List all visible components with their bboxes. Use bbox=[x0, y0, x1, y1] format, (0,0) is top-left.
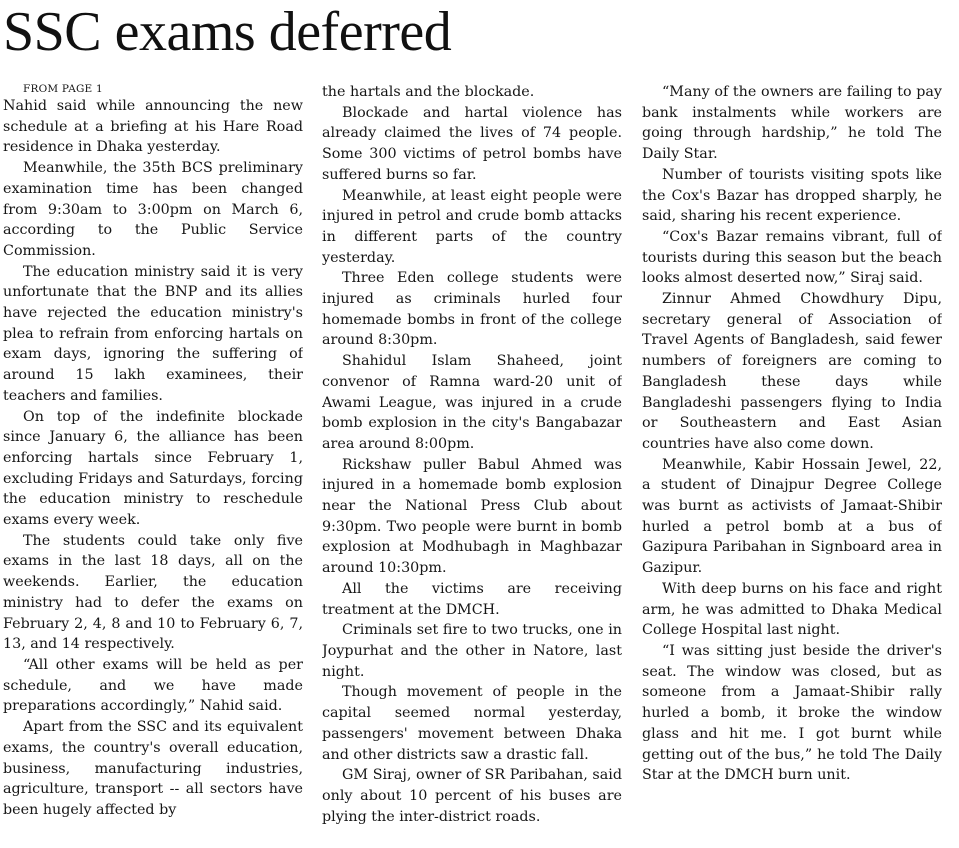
paragraph: All the victims are receiving treatment at the DMCH. bbox=[322, 580, 622, 618]
paragraph: Shahidul Islam Shaheed, joint convenor of Ramna ward-20 unit of Awami League, was injured in a crude bomb explosion in the city's Bangabazar area around 8:00pm. bbox=[322, 353, 622, 452]
paragraph: “I was sitting just beside the driver's seat. The window was closed, but as someone from a Jamaat-Shibir rally hurled a bomb, it broke the window glass and hit me. I got burnt while getting out of the bus,” he told The Daily Star at the DMCH burn unit. bbox=[642, 642, 942, 784]
paragraph: On top of the indefinite blockade since January 6, the alliance has been enforcing hartals since February 1, excluding Fridays and Saturdays, forcing the education ministry to reschedule exams every week. bbox=[3, 408, 303, 529]
paragraph: Criminals set fire to two trucks, one in Joypurhat and the other in Natore, last night. bbox=[322, 622, 622, 680]
paragraph: Blockade and hartal violence has already claimed the lives of 74 people. Some 300 victims of petrol bombs have suffered burns so far. bbox=[322, 104, 622, 183]
paragraph: Three Eden college students were injured as criminals hurled four homemade bombs in front of the college around 8:30pm. bbox=[322, 270, 622, 349]
paragraph: the hartals and the blockade. bbox=[322, 84, 535, 100]
paragraph: Nahid said while announcing the new schedule at a briefing at his Hare Road residence in Dhaka yesterday. bbox=[3, 98, 303, 156]
paragraph: Meanwhile, at least eight people were injured in petrol and crude bomb attacks in different parts of the country yesterday. bbox=[322, 187, 622, 266]
paragraph: Meanwhile, Kabir Hossain Jewel, 22, a student of Dinajpur Degree College was burnt as activists of Jamaat-Shibir hurled a petrol bomb at a bus of Gazipura Paribahan in Signboard area in Gazipur. bbox=[642, 456, 942, 577]
paragraph: The students could take only five exams in the last 18 days, all on the weekends. Earlier, the education ministry had to defer the exams on February 2, 4, 8 and 10 to February 6, 7, 13, and 14 respectively. bbox=[3, 532, 303, 653]
paragraph: “All other exams will be held as per schedule, and we have made preparations accordingly,” Nahid said. bbox=[3, 656, 303, 715]
paragraph: Number of tourists visiting spots like the Cox's Bazar has dropped sharply, he said, sharing his recent experience. bbox=[642, 166, 942, 225]
article-column-1 bbox=[3, 82, 303, 842]
paragraph: Rickshaw puller Babul Ahmed was injured in a homemade bomb explosion near the National Press Club about 9:30pm. Two people were burnt in bomb explosion at Modhubagh in Maghbazar around 10:30pm. bbox=[322, 456, 622, 577]
continuation-kicker: FROM PAGE 1 bbox=[23, 83, 103, 95]
paragraph: The education ministry said it is very unfortunate that the BNP and its allies have rejected the education ministry's plea to refrain from enforcing hartals on exam days, ignoring the suffering of around 15 lakh examinees, their teachers and families. bbox=[3, 263, 303, 404]
article-column-3 bbox=[642, 82, 942, 842]
headline: SSC exams deferred bbox=[3, 1, 452, 63]
paragraph: With deep burns on his face and right arm, he was admitted to Dhaka Medical College Hospital last night. bbox=[642, 580, 942, 639]
paragraph: Apart from the SSC and its equivalent exams, the country's overall education, business, manufacturing industries, agriculture, transport -- all sectors have been hugely affected by bbox=[3, 719, 303, 818]
paragraph: “Many of the owners are failing to pay bank instalments while workers are going through hardship,” he told The Daily Star. bbox=[642, 84, 942, 163]
article-column-2 bbox=[322, 82, 622, 842]
paragraph: Zinnur Ahmed Chowdhury Dipu, secretary general of Association of Travel Agents of Bangladesh, said fewer numbers of foreigners are coming to Bangladesh these days while Bangladeshi passengers flying to India or Southeastern and East Asian countries have also come down. bbox=[642, 291, 942, 452]
paragraph: Meanwhile, the 35th BCS preliminary examination time has been changed from 9:30am to 3:00pm on March 6, according to the Public Service Commission. bbox=[3, 160, 303, 259]
paragraph: “Cox's Bazar remains vibrant, full of tourists during this season but the beach looks almost deserted now,” Siraj said. bbox=[642, 228, 942, 287]
paragraph: Though movement of people in the capital seemed normal yesterday, passengers' movement between Dhaka and other districts saw a drastic fall. bbox=[322, 684, 622, 763]
paragraph: GM Siraj, owner of SR Paribahan, said only about 10 percent of his buses are plying the inter-district roads. bbox=[322, 767, 622, 825]
